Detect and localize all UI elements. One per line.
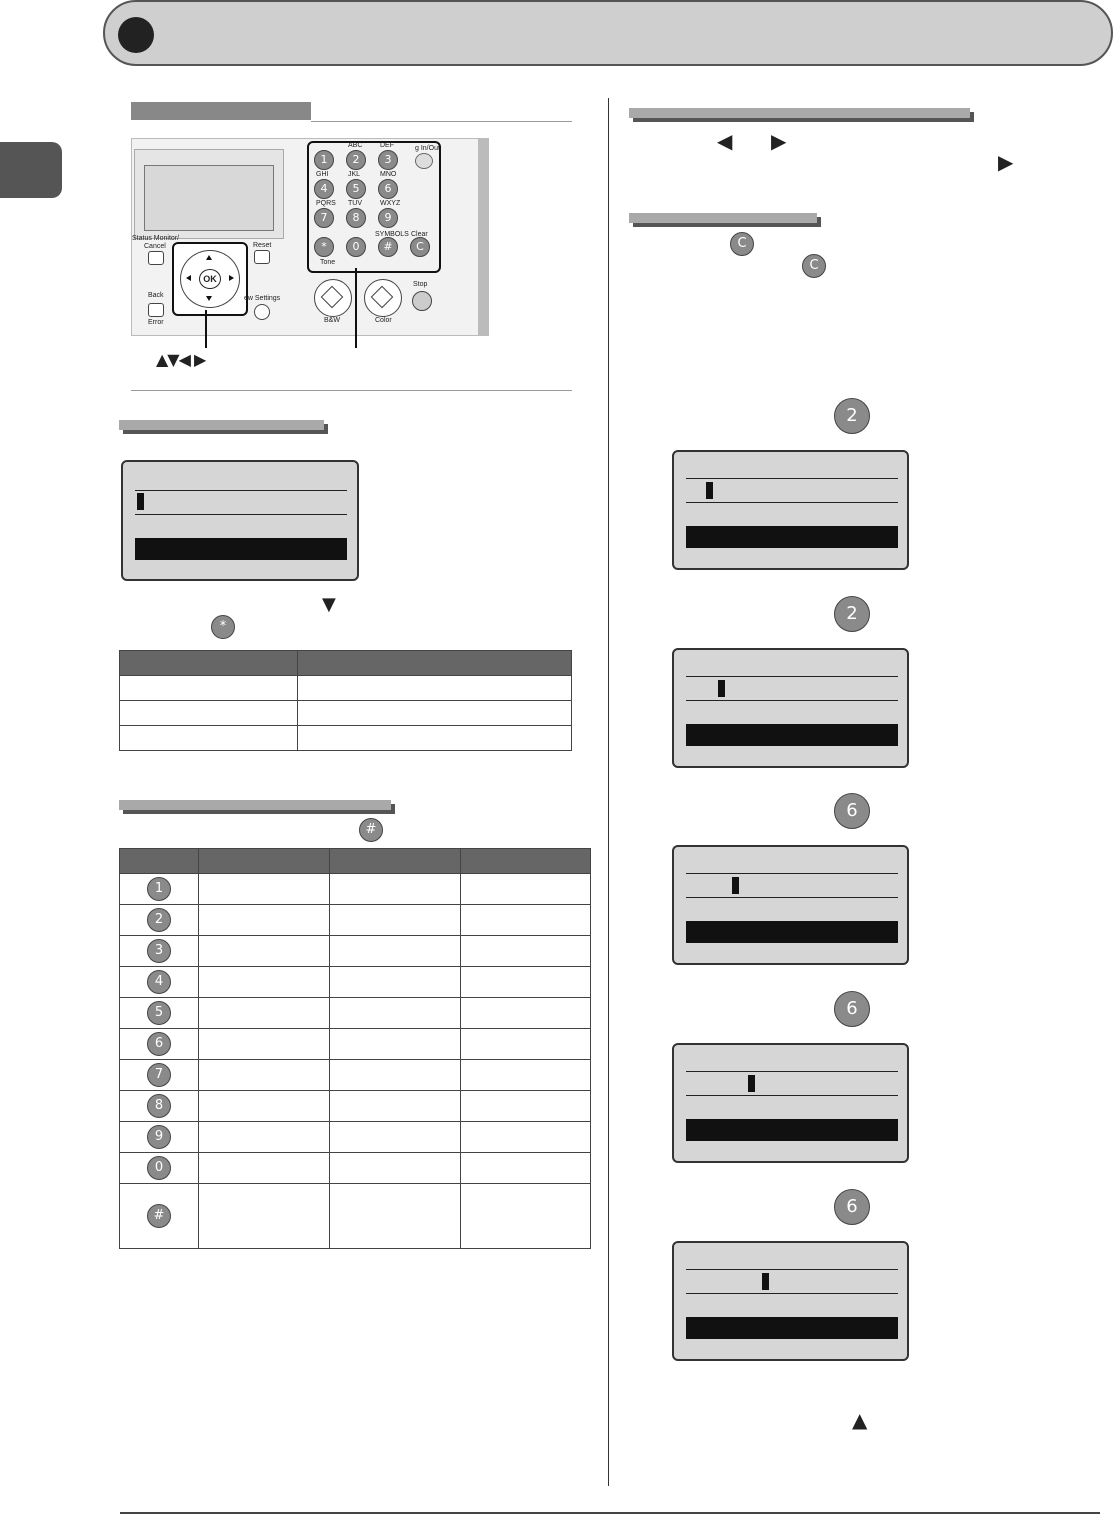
step-lcd-screen <box>672 450 909 570</box>
screen-section-heading-bar <box>119 420 324 430</box>
key-icon-hash: # <box>147 1204 171 1228</box>
keypad-key-c[interactable]: C <box>410 237 430 257</box>
keys-section-heading-bar <box>131 102 311 120</box>
keypad-letters-label: PQRS <box>316 200 336 207</box>
table-row <box>120 1153 591 1184</box>
keypad-key-7[interactable]: 7 <box>314 208 334 228</box>
step-key-icon: 6 <box>834 1189 870 1225</box>
keypad-letters-label: TUV <box>348 200 362 207</box>
left-arrow-icon <box>186 275 191 281</box>
error-label: Error <box>148 319 164 326</box>
table-row <box>120 1184 591 1249</box>
right-arrow-icon <box>229 275 234 281</box>
chapter-banner <box>103 0 1113 66</box>
table-row <box>120 1060 591 1091</box>
down-arrow-glyph: ▼ <box>322 594 336 615</box>
symbols-label: SYMBOLS <box>375 231 409 238</box>
down-arrow-icon <box>206 296 212 301</box>
log-in-button[interactable] <box>415 153 433 169</box>
start-bw-button[interactable] <box>314 279 352 317</box>
keypad-key-6[interactable]: 6 <box>378 179 398 199</box>
ok-button[interactable]: OK <box>199 269 221 289</box>
section-rule <box>131 390 572 391</box>
arrow-keys-highlight <box>172 242 248 316</box>
keypad-letters-label: DEF <box>380 142 394 149</box>
keypad-key-9[interactable]: 9 <box>378 208 398 228</box>
star-key-icon: * <box>211 615 235 639</box>
step-key-icon: 2 <box>834 596 870 632</box>
step-key-icon: 6 <box>834 991 870 1027</box>
chapter-side-tab <box>0 142 62 198</box>
keypad-letters-label: JKL <box>348 171 361 178</box>
hash-key-icon: # <box>359 818 383 842</box>
color-label: Color <box>375 317 392 324</box>
cancel-label: Cancel <box>144 243 166 250</box>
key-icon-7: 7 <box>147 1063 171 1087</box>
keypad-key-hash[interactable]: # <box>378 237 398 257</box>
entry-screen-lcd <box>121 460 359 581</box>
step-lcd-screen <box>672 845 909 965</box>
keypad-key-3[interactable]: 3 <box>378 150 398 170</box>
table-row <box>120 905 591 936</box>
clear-key-icon-2: C <box>802 254 826 278</box>
keypad-letters-label: GHI <box>316 171 329 178</box>
step-lcd-screen <box>672 1241 909 1361</box>
left-arrow-glyph: ◀ <box>717 129 733 153</box>
up-arrow-icon <box>206 255 212 260</box>
reset-button[interactable] <box>254 250 270 264</box>
right-arrow-glyph-2: ▶ <box>998 150 1014 174</box>
move-cursor-heading-bar <box>629 108 970 118</box>
key-icon-6: 6 <box>147 1032 171 1056</box>
keypad-key-5[interactable]: 5 <box>346 179 366 199</box>
chapter-bullet <box>118 17 154 53</box>
table-row <box>120 967 591 998</box>
start-color-button[interactable] <box>364 279 402 317</box>
key-icon-2: 2 <box>147 908 171 932</box>
column-divider <box>608 98 609 1486</box>
table-row <box>120 1122 591 1153</box>
key-icon-8: 8 <box>147 1094 171 1118</box>
keypad-key-4[interactable]: 4 <box>314 179 334 199</box>
key-icon-3: 3 <box>147 939 171 963</box>
characters-section-heading-bar <box>119 800 391 810</box>
step-key-icon: 6 <box>834 793 870 829</box>
key-icon-9: 9 <box>147 1125 171 1149</box>
right-arrow-glyph: ▶ <box>771 129 787 153</box>
log-in-out-label: g In/Out <box>415 145 440 152</box>
stop-button[interactable] <box>412 291 432 311</box>
table-row <box>120 998 591 1029</box>
keypad-key-star[interactable]: * <box>314 237 334 257</box>
arrow-keys-caption: ▲▼◀ ▶ <box>156 350 206 369</box>
clear-label: Clear <box>411 231 428 238</box>
new-settings-button[interactable] <box>254 304 270 320</box>
key-icon-0: 0 <box>147 1156 171 1180</box>
keypad-key-1[interactable]: 1 <box>314 150 334 170</box>
up-arrow-glyph: ▲ <box>852 1408 868 1432</box>
step-lcd-screen <box>672 1043 909 1163</box>
input-mode-table <box>119 650 572 751</box>
table-row <box>120 1029 591 1060</box>
table-row <box>120 936 591 967</box>
keypad-letters-label: ABC <box>348 142 363 149</box>
key-icon-4: 4 <box>147 970 171 994</box>
keypad-key-8[interactable]: 8 <box>346 208 366 228</box>
back-button[interactable] <box>148 303 164 317</box>
status-monitor-button[interactable] <box>148 251 164 265</box>
section-rule <box>311 121 572 122</box>
bw-label: B&W <box>324 317 340 324</box>
table-row <box>120 874 591 905</box>
control-panel-illustration <box>131 138 489 336</box>
key-icon-1: 1 <box>147 877 171 901</box>
reset-label: Reset <box>253 242 272 249</box>
back-label: Back <box>148 292 164 299</box>
status-monitor-label: Status Monitor/ <box>132 235 180 242</box>
step-lcd-screen <box>672 648 909 768</box>
key-icon-5: 5 <box>147 1001 171 1025</box>
delete-heading-bar <box>629 213 817 223</box>
keypad-key-0[interactable]: 0 <box>346 237 366 257</box>
tone-label: Tone <box>320 259 336 266</box>
new-settings-label: ew Settings <box>244 295 281 302</box>
character-table <box>119 848 591 1249</box>
step-key-icon: 2 <box>834 398 870 434</box>
keypad-key-2[interactable]: 2 <box>346 150 366 170</box>
clear-key-icon: C <box>730 232 754 256</box>
stop-label: Stop <box>413 281 428 288</box>
table-row <box>120 1091 591 1122</box>
keypad-letters-label: WXYZ <box>380 200 401 207</box>
footer-rule <box>120 1512 1100 1514</box>
panel-display <box>144 165 274 231</box>
keypad-letters-label: MNO <box>380 171 397 178</box>
